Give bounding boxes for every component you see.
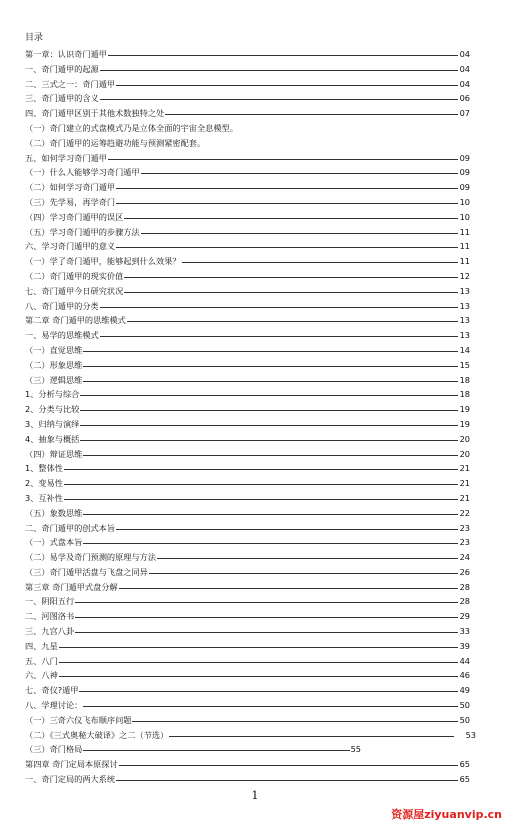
toc-entry-label: （一）奇门建立的式盘模式乃是立体全面的宇宙全息模型。 bbox=[25, 121, 239, 136]
toc-leader-line bbox=[25, 366, 458, 367]
toc-entry-label: 八、奇门遁甲的分类 bbox=[25, 299, 100, 314]
toc-entry-page: 33 bbox=[459, 626, 470, 637]
toc-entry[interactable] bbox=[25, 195, 470, 210]
toc-entry-page: 04 bbox=[459, 49, 470, 59]
toc-entry-label: （四）辩证思维 bbox=[25, 447, 83, 462]
toc-entry-label: 1、分析与综合 bbox=[25, 387, 80, 402]
toc-entry-label: 第二章 奇门遁甲的思维模式 bbox=[25, 313, 127, 328]
watermark: 资源屋ziyuanvip.cn bbox=[391, 808, 502, 821]
toc-entry-page: 28 bbox=[459, 581, 470, 592]
toc-entry-page: 53 bbox=[465, 729, 476, 740]
toc-entry-page: 18 bbox=[459, 389, 470, 400]
toc-leader-line bbox=[25, 469, 458, 470]
toc-entry-page: 55 bbox=[350, 744, 361, 755]
toc-entry[interactable] bbox=[25, 521, 470, 536]
toc-entry[interactable] bbox=[25, 624, 470, 639]
toc-entry[interactable] bbox=[25, 180, 470, 195]
toc-entry-label: 二、河图洛书 bbox=[25, 609, 75, 624]
toc-entry[interactable] bbox=[25, 594, 470, 609]
toc-entry-page: 50 bbox=[459, 700, 470, 711]
toc-entry[interactable] bbox=[25, 757, 470, 772]
toc-entry[interactable] bbox=[25, 713, 470, 728]
toc-entry-page: 11 bbox=[459, 256, 470, 267]
toc-entry[interactable] bbox=[25, 476, 470, 491]
toc-entry[interactable] bbox=[25, 343, 470, 358]
toc-entry-label: 3、归纳与演绎 bbox=[25, 417, 80, 432]
toc-entry[interactable] bbox=[25, 580, 470, 595]
toc-entry[interactable] bbox=[25, 77, 470, 92]
toc-entry[interactable] bbox=[25, 698, 470, 713]
toc-entry-label: 3、互补性 bbox=[25, 491, 64, 506]
toc-entry[interactable] bbox=[25, 609, 470, 624]
toc-leader-line bbox=[25, 617, 458, 618]
toc-entry-page: 07 bbox=[459, 108, 470, 119]
toc-entry-page: 44 bbox=[459, 655, 470, 666]
toc-entry-label: 一、奇门定局的两大系统 bbox=[25, 772, 116, 787]
toc-entry-page: 04 bbox=[459, 63, 470, 74]
toc-entry-page: 13 bbox=[459, 315, 470, 326]
toc-entry-label: 一、易学的思维模式 bbox=[25, 328, 100, 343]
toc-entry[interactable] bbox=[25, 151, 470, 166]
toc-entry-page: 21 bbox=[459, 463, 470, 474]
toc-entry[interactable] bbox=[25, 668, 470, 683]
toc-entry-label: 一、阴阳五行 bbox=[25, 594, 75, 609]
toc-entry-page: 11 bbox=[459, 226, 470, 237]
toc-entry-label: （二）奇门遁甲的现实价值 bbox=[25, 269, 124, 284]
toc-entry-page: 20 bbox=[459, 433, 470, 444]
toc-entry-page: 20 bbox=[459, 448, 470, 459]
toc-entry-label: 六、学习奇门遁甲的意义 bbox=[25, 239, 116, 254]
toc-leader-line bbox=[25, 632, 458, 633]
toc-entry-page: 23 bbox=[459, 537, 470, 548]
page-number: 1 bbox=[251, 789, 259, 802]
toc-entry-label: （三）奇门格局 bbox=[25, 742, 83, 757]
toc-leader-line bbox=[25, 514, 458, 515]
toc-entry-page: 18 bbox=[459, 374, 470, 385]
toc-entry-label: （二）奇门遁甲的运筹趋避功能与预测紧密配套。 bbox=[25, 136, 206, 151]
toc-entry-page: 13 bbox=[459, 285, 470, 296]
toc-entry-label: 四、奇门遁甲区别于其他术数独特之处 bbox=[25, 106, 165, 121]
toc-entry[interactable] bbox=[25, 506, 470, 521]
toc-entry[interactable] bbox=[25, 284, 470, 299]
toc-entry-page: 22 bbox=[459, 507, 470, 518]
toc-leader-line bbox=[25, 484, 458, 485]
toc-entry-page: 15 bbox=[459, 359, 470, 370]
toc-entry-label: （五）象数思维 bbox=[25, 506, 83, 521]
toc-entry-label: 2、分类与比较 bbox=[25, 402, 80, 417]
toc-entry-label: （一）什么人能够学习奇门遁甲 bbox=[25, 165, 141, 180]
toc-entry-label: （三）逻辑思维 bbox=[25, 373, 83, 388]
toc-entry-label: 二、奇门遁甲的创式本旨 bbox=[25, 521, 116, 536]
toc-entry-label: （三）奇门遁甲活盘与飞盘之同异 bbox=[25, 565, 149, 580]
toc-entry-page: 06 bbox=[459, 93, 470, 104]
toc-entry-label: 三、九宫八卦 bbox=[25, 624, 75, 639]
toc-entry-label: 五、如何学习奇门遁甲 bbox=[25, 151, 108, 166]
toc-leader-line bbox=[25, 676, 458, 677]
toc-entry[interactable] bbox=[25, 535, 470, 550]
toc-entry-label: 4、抽象与概括 bbox=[25, 432, 80, 447]
toc-entry[interactable] bbox=[25, 299, 470, 314]
toc-leader-line bbox=[25, 351, 458, 352]
toc-entry-label: 七、奇门遁甲今日研究状况 bbox=[25, 284, 124, 299]
toc-entry[interactable] bbox=[25, 550, 470, 565]
toc-leader-line bbox=[25, 499, 458, 500]
toc-entry[interactable] bbox=[25, 328, 470, 343]
toc-entry-label: 第三章 奇门遁甲式盘分解 bbox=[25, 580, 119, 595]
toc-entry[interactable] bbox=[25, 683, 470, 698]
toc-entry-page: 29 bbox=[459, 611, 470, 622]
toc-leader-line bbox=[25, 602, 458, 603]
toc-entry[interactable] bbox=[25, 772, 470, 787]
toc-entry[interactable] bbox=[25, 313, 470, 328]
toc-entry[interactable] bbox=[25, 742, 470, 757]
toc-entry-label: （五）学习奇门遁甲的步骤方法 bbox=[25, 225, 141, 240]
toc-entry[interactable] bbox=[25, 417, 470, 432]
toc-entry-label: （四）学习奇门遁甲的误区 bbox=[25, 210, 124, 225]
toc-entry-label: （一）三奇六仪飞布顺序问题 bbox=[25, 713, 132, 728]
toc-entry[interactable] bbox=[25, 402, 470, 417]
toc-entry-label: （一）式盘本旨 bbox=[25, 535, 83, 550]
toc-entry-page: 13 bbox=[459, 330, 470, 341]
toc-entry[interactable] bbox=[25, 639, 470, 654]
toc-entry-page: 19 bbox=[459, 418, 470, 429]
toc-entry-page: 09 bbox=[459, 182, 470, 193]
toc-entry[interactable] bbox=[25, 239, 470, 254]
toc-entry-label: 三、奇门遁甲的含义 bbox=[25, 91, 100, 106]
toc-entry-page: 39 bbox=[459, 640, 470, 651]
toc-entry[interactable] bbox=[25, 432, 470, 447]
toc-entry-label: 一、奇门遁甲的起源 bbox=[25, 62, 100, 77]
toc-leader-line bbox=[25, 455, 458, 456]
toc-entry[interactable] bbox=[25, 461, 470, 476]
toc-leader-line bbox=[25, 425, 458, 426]
toc-entry-label: （一）学了奇门遁甲，能够起到什么效果？ bbox=[25, 254, 182, 269]
toc-entry-label: 八、学理讨论： bbox=[25, 698, 83, 713]
toc-entry[interactable] bbox=[25, 269, 470, 284]
toc-leader-line bbox=[25, 395, 458, 396]
toc-entry-label: 四、九星 bbox=[25, 639, 59, 654]
toc-entry-page: 46 bbox=[459, 670, 470, 681]
toc-entry[interactable] bbox=[25, 358, 470, 373]
toc-entry-page: 10 bbox=[459, 211, 470, 222]
toc-entry-page: 65 bbox=[459, 774, 470, 785]
toc-entry-page: 10 bbox=[459, 196, 470, 207]
toc-entry[interactable] bbox=[25, 136, 470, 151]
toc-entry-page: 13 bbox=[459, 300, 470, 311]
toc-entry[interactable] bbox=[25, 654, 470, 669]
toc-entry-label: （二）易学及奇门预测的原理与方法 bbox=[25, 550, 157, 565]
toc-leader-line bbox=[25, 381, 458, 382]
toc-entry[interactable] bbox=[25, 165, 470, 180]
toc-entry-label: 1、整体性 bbox=[25, 461, 64, 476]
toc-entry-page: 21 bbox=[459, 492, 470, 503]
table-of-contents bbox=[25, 47, 476, 787]
toc-leader-line bbox=[25, 543, 458, 544]
toc-entry[interactable] bbox=[25, 121, 470, 136]
toc-entry[interactable] bbox=[25, 106, 470, 121]
toc-entry[interactable] bbox=[25, 387, 470, 402]
toc-entry-page: 04 bbox=[459, 78, 470, 89]
toc-leader-line bbox=[25, 662, 458, 663]
toc-entry-label: 六、八神 bbox=[25, 668, 59, 683]
toc-entry-label: 第一章：认识奇门遁甲 bbox=[25, 47, 108, 62]
toc-entry-label: （一）直觉思维 bbox=[25, 343, 83, 358]
toc-entry-label: 二、三式之一：奇门遁甲 bbox=[25, 77, 116, 92]
toc-entry-label: （三）先学易，再学奇门 bbox=[25, 195, 116, 210]
toc-entry-label: 第四章 奇门定局本原探讨 bbox=[25, 757, 119, 772]
toc-leader-line bbox=[25, 410, 458, 411]
toc-entry-page: 09 bbox=[459, 167, 470, 178]
toc-entry[interactable] bbox=[25, 91, 470, 106]
toc-entry-label: （二）形象思维 bbox=[25, 358, 83, 373]
toc-entry[interactable] bbox=[25, 225, 470, 240]
toc-leader-line bbox=[25, 440, 458, 441]
toc-entry-page: 65 bbox=[459, 759, 470, 770]
toc-entry-page: 28 bbox=[459, 596, 470, 607]
toc-entry-page: 21 bbox=[459, 478, 470, 489]
toc-entry-label: 2、变易性 bbox=[25, 476, 64, 491]
toc-entry[interactable] bbox=[25, 565, 470, 580]
toc-leader-line bbox=[25, 691, 458, 692]
toc-entry[interactable] bbox=[25, 728, 476, 743]
toc-entry-label: （二）如何学习奇门遁甲 bbox=[25, 180, 116, 195]
toc-entry[interactable] bbox=[25, 62, 470, 77]
toc-entry[interactable] bbox=[25, 254, 470, 269]
toc-entry[interactable] bbox=[25, 491, 470, 506]
toc-entry-page: 50 bbox=[459, 714, 470, 725]
toc-entry-label: 五、八门 bbox=[25, 654, 59, 669]
toc-entry[interactable] bbox=[25, 47, 470, 62]
toc-entry-label: 七、奇仪?遁甲 bbox=[25, 683, 79, 698]
toc-entry-page: 26 bbox=[459, 566, 470, 577]
toc-leader-line bbox=[25, 706, 458, 707]
toc-title: 目录 bbox=[25, 33, 44, 43]
toc-entry-label: （二）《三式奥秘大破译》之二（节选） bbox=[25, 728, 169, 743]
toc-entry[interactable] bbox=[25, 447, 470, 462]
toc-entry-page: 23 bbox=[459, 522, 470, 533]
toc-entry-page: 12 bbox=[459, 270, 470, 281]
toc-entry-page: 14 bbox=[459, 344, 470, 355]
toc-entry-page: 09 bbox=[459, 152, 470, 163]
toc-entry[interactable] bbox=[25, 373, 470, 388]
toc-entry[interactable] bbox=[25, 210, 470, 225]
toc-leader-line bbox=[25, 647, 458, 648]
toc-entry-page: 11 bbox=[459, 241, 470, 252]
toc-entry-page: 19 bbox=[459, 404, 470, 415]
toc-entry-page: 49 bbox=[459, 685, 470, 696]
toc-entry-page: 24 bbox=[459, 552, 470, 563]
